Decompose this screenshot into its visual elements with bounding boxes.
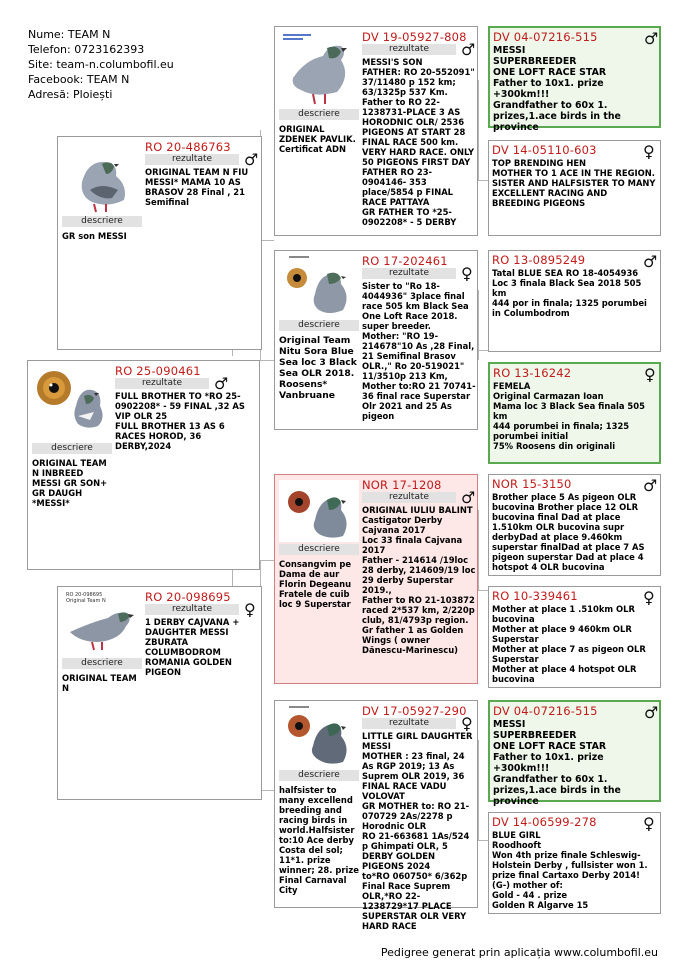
ring-number: RO 20-098695 bbox=[145, 590, 231, 604]
photo-caption: RO 20-098695 Original Team N bbox=[66, 592, 106, 604]
female-icon: ♀ bbox=[643, 588, 655, 607]
ring-number: DV 04-07216-515 bbox=[493, 30, 598, 44]
connector bbox=[478, 80, 479, 180]
subject-card[interactable] bbox=[27, 360, 260, 570]
owner-address: Adresă: Ploiești bbox=[28, 88, 113, 101]
pigeon-description: Brother place 5 As pigeon OLR bucovina Brother place 12 OLR bucovina final Dad at place 1.510km OLR bucovina supr derbyDad at place 9.460km superstar finalDad at place 7 AS pigeon superstar Dad at place 4 hotspot 4 OLR bucovina bbox=[492, 492, 645, 572]
pigeon-description: Sister to "Ro 18-4044936" 3place final race 505 km Black Sea One Loft Race 2018. super breeder. Mother: "RO 19-214678"10 As ,28 Final, 21 Semifinal Brasov OLR.," Ro 20-519021" 11/3510p 213 Km, Mother to:RO 21 70741- 36 final race Superstar Olr 2021 and 25 As pigeon bbox=[362, 281, 476, 421]
pigeon-origin: GR son MESSI bbox=[62, 231, 127, 241]
connector bbox=[260, 360, 274, 361]
ring-number: DV 14-06599-278 bbox=[492, 815, 597, 829]
connector bbox=[260, 560, 274, 561]
great-granddam-1-card[interactable] bbox=[488, 140, 661, 236]
pigeon-description: BLUE GIRL Roodhooft Won 4th prize finale Schleswig-Holstein Derby , fullsister won 1. prize final Cartaxo Derby 2014! (G-) mother of: Gold - 44 . prize Golden R Algarve 15 bbox=[492, 830, 648, 910]
male-icon: ♂ bbox=[644, 29, 659, 48]
pigeon-description: ORIGINAL IULIU BALINT Castigator Derby Cajvana 2017 Loc 33 finala Cajvana 2017 Father - 214614 /19loc 28 derby, 214609/19 loc 29 derby Superstar 2019., Father to RO 21-103872 raced 2*537 km, 2/220p club, 81/4793p region. Gr father 1 as Golden Wings ( owner Dănescu-Marinescu) bbox=[362, 505, 476, 655]
pigeon-photo bbox=[279, 32, 359, 106]
great-granddam-4-card[interactable] bbox=[488, 812, 661, 914]
ring-number: RO 20-486763 bbox=[145, 140, 231, 154]
ring-number: DV 17-05927-290 bbox=[362, 704, 467, 718]
description-button[interactable]: descriere bbox=[279, 770, 359, 781]
ring-number: RO 13-16242 bbox=[493, 366, 572, 380]
great-grandsire-1-card[interactable] bbox=[488, 26, 661, 133]
female-icon: ♀ bbox=[461, 264, 473, 283]
ring-number: NOR 15-3150 bbox=[492, 477, 572, 491]
owner-phone: Telefon: 0723162393 bbox=[28, 43, 145, 56]
description-button[interactable]: descriere bbox=[62, 658, 142, 669]
footer-credit: Pedigree generat prin aplicația www.columbofil.eu bbox=[380, 946, 658, 959]
ring-number: RO 25-090461 bbox=[115, 364, 201, 378]
pigeon-photo bbox=[62, 142, 142, 214]
pigeon-description: MESSI SUPERBREEDER ONE LOFT RACE STAR Father to 10x1. prize +300km!!! Grandfather to 60x 1. prizes,1.ace birds in the province bbox=[493, 45, 621, 133]
ring-number: NOR 17-1208 bbox=[362, 478, 442, 492]
ring-number: RO 17-202461 bbox=[362, 254, 448, 268]
great-granddam-2-card[interactable] bbox=[488, 362, 661, 464]
ring-number: DV 19-05927-808 bbox=[362, 30, 467, 44]
pigeon-description: LITTLE GIRL DAUGHTER MESSI MOTHER : 23 final, 24 As RGP 2019; 13 As Suprem OLR 2019, 36 FINAL RACE VADU VOLOVAT GR MOTHER to: RO 21-070729 2As/2278 p Horodnic OLR RO 21-663681 1As/524 p Ghimpati OLR, 5 DERBY GOLDEN PIGEONS 2024 to*RO 060750* 6/362p Final Race Suprem OLR,*RO 22-1238729*17 PLACE SUPERSTAR OLR VERY HARD RACE bbox=[362, 731, 473, 931]
owner-name: Nume: TEAM N bbox=[28, 28, 111, 41]
results-button[interactable]: rezultate bbox=[145, 154, 239, 165]
pigeon-description: Tatal BLUE SEA RO 18-4054936 Loc 3 finala Black Sea 2018 505 km 444 por in finala; 1325 porumbei in Columbodrom bbox=[492, 268, 647, 318]
connector bbox=[260, 240, 274, 241]
connector bbox=[478, 510, 479, 590]
great-grandsire-3-card[interactable] bbox=[488, 474, 661, 576]
pigeon-photo-icon bbox=[279, 32, 359, 106]
description-button[interactable]: descriere bbox=[62, 216, 142, 227]
connector bbox=[260, 790, 274, 791]
male-icon: ♂ bbox=[644, 703, 659, 722]
pigeon-description: TOP BRENDING HEN MOTHER TO 1 ACE IN THE REGION. SISTER AND HALFSISTER TO MANY EXCELLENT RACING AND BREEDING PIGEONS bbox=[492, 158, 656, 208]
granddam-1-card[interactable] bbox=[274, 250, 478, 430]
owner-site: Site: team-n.columbofil.eu bbox=[28, 58, 174, 71]
results-button[interactable]: rezultate bbox=[362, 492, 456, 503]
pigeon-photo-icon bbox=[279, 480, 359, 542]
owner-info bbox=[28, 27, 174, 102]
connector bbox=[478, 350, 488, 351]
dam-card[interactable] bbox=[57, 586, 262, 800]
pigeon-origin: halfsister to many excellend breeding and racing birds in world.Halfsister to:10 Ace derby Costa del sol; 11*1. prize winner; 28. prize Final Carnaval City bbox=[279, 785, 359, 895]
owner-facebook: Facebook: TEAM N bbox=[28, 73, 130, 86]
description-button[interactable]: descriere bbox=[279, 109, 359, 120]
connector bbox=[232, 570, 233, 586]
connector bbox=[232, 350, 233, 356]
description-button[interactable]: descriere bbox=[279, 544, 359, 555]
connector bbox=[478, 180, 488, 181]
ring-number: RO 13-0895249 bbox=[492, 253, 586, 267]
description-button[interactable]: descriere bbox=[279, 320, 359, 331]
pigeon-photo bbox=[279, 480, 359, 542]
male-icon: ♂ bbox=[461, 40, 476, 59]
ring-number: RO 10-339461 bbox=[492, 589, 578, 603]
female-icon: ♀ bbox=[643, 814, 655, 833]
pigeon-description: MESSI SUPERBREEDER ONE LOFT RACE STAR Father to 10x1. prize +300km!!! Grandfather to 60x 1. prizes,1.ace birds in the province bbox=[493, 719, 621, 807]
male-icon: ♂ bbox=[643, 476, 658, 495]
pigeon-photo bbox=[279, 256, 359, 318]
results-button[interactable]: rezultate bbox=[115, 378, 209, 389]
male-icon: ♂ bbox=[461, 488, 476, 507]
granddam-2-card[interactable] bbox=[274, 700, 478, 931]
pigeon-origin: ORIGINAL TEAM N bbox=[62, 673, 137, 693]
female-icon: ♀ bbox=[643, 142, 655, 161]
pigeon-photo bbox=[32, 366, 112, 434]
connector bbox=[478, 840, 488, 841]
pigeon-photo bbox=[279, 706, 359, 768]
pigeon-photo-icon bbox=[32, 366, 112, 434]
female-icon: ♀ bbox=[644, 365, 656, 384]
sire-card[interactable] bbox=[57, 136, 262, 350]
pigeon-origin: Consangvim pe Dama de aur Florin Degeanu Fratele de cuib loc 9 Superstar bbox=[279, 559, 352, 609]
female-icon: ♀ bbox=[461, 714, 473, 733]
pigeon-description: MESSI'S SON FATHER: RO 20-552091" 37/11480 p 152 km; 63/1325p 537 Km. Father to RO 22-1238731-PLACE 3 AS HORODNIC OLR/ 2536 PIGEONS AT START 28 FINAL RACE 500 km. VERY HARD RACE. ONLY 50 PIGEONS FIRST DAY FATHER RO 23-0904146- 353 place/5854 p FINAL RACE PATTAYA GR FATHER TO *25-0902208* - 5 DERBY bbox=[362, 57, 475, 227]
pigeon-description: FULL BROTHER TO *RO 25-0902208* - 59 FINAL ,32 AS VIP OLR 25 FULL BROTHER 13 AS 6 RACES HOROD, 36 DERBY,2024 bbox=[115, 391, 245, 451]
male-icon: ♂ bbox=[214, 374, 229, 393]
male-icon: ♂ bbox=[643, 252, 658, 271]
pigeon-origin: ORIGINAL ZDENEK PAVLIK. Certificat ADN bbox=[279, 124, 356, 154]
connector bbox=[478, 590, 488, 591]
pigeon-description: Mother at place 1 .510km OLR bucovina Mother at place 9 460km OLR Superstar Mother at place 7 as pigeon OLR Superstar Mother at place 4 hotspot OLR bucovina bbox=[492, 604, 646, 684]
great-grandsire-2-card[interactable] bbox=[488, 250, 661, 352]
ring-number: DV 04-07216-515 bbox=[493, 704, 598, 718]
connector bbox=[478, 740, 479, 840]
grandsire-2-card[interactable] bbox=[274, 474, 478, 684]
female-icon: ♀ bbox=[244, 600, 256, 619]
results-button[interactable]: rezultate bbox=[362, 44, 456, 55]
male-icon: ♂ bbox=[244, 150, 259, 169]
pigeon-origin: Original Team Nitu Sora Blue Sea loc 3 Black Sea OLR 2018. Roosens* Vanbruane bbox=[279, 335, 357, 401]
pigeon-description: ORIGINAL TEAM N FIU MESSI* MAMA 10 AS BRASOV 28 Final , 21 Semifinal bbox=[145, 167, 249, 207]
pigeon-photo-icon bbox=[279, 706, 359, 768]
grandsire-1-card[interactable] bbox=[274, 26, 478, 236]
pigeon-photo bbox=[62, 592, 142, 654]
pigeon-photo-icon bbox=[279, 256, 359, 318]
great-grandsire-4-card[interactable] bbox=[488, 700, 661, 807]
pigeon-photo-icon bbox=[62, 142, 142, 214]
ring-number: DV 14-05110-603 bbox=[492, 143, 597, 157]
results-button[interactable]: rezultate bbox=[362, 268, 456, 279]
pigeon-description: FEMELA Original Carmazan Ioan Mama loc 3 Black Sea finala 505 km 444 porumbei in finala; 1325 porumbei initial 75% Roosens din originali bbox=[493, 381, 645, 451]
results-button[interactable]: rezultate bbox=[362, 718, 456, 729]
pigeon-origin: ORIGINAL TEAM N INBREED MESSI GR SON+ GR DAUGH *MESSI* bbox=[32, 458, 108, 508]
pigeon-description: 1 DERBY CAJVANA + DAUGHTER MESSI ZBURATA COLUMBODROM ROMANIA GOLDEN PIGEON bbox=[145, 617, 240, 677]
results-button[interactable]: rezultate bbox=[145, 604, 239, 615]
description-button[interactable]: descriere bbox=[32, 443, 112, 454]
great-granddam-3-card[interactable] bbox=[488, 586, 661, 688]
